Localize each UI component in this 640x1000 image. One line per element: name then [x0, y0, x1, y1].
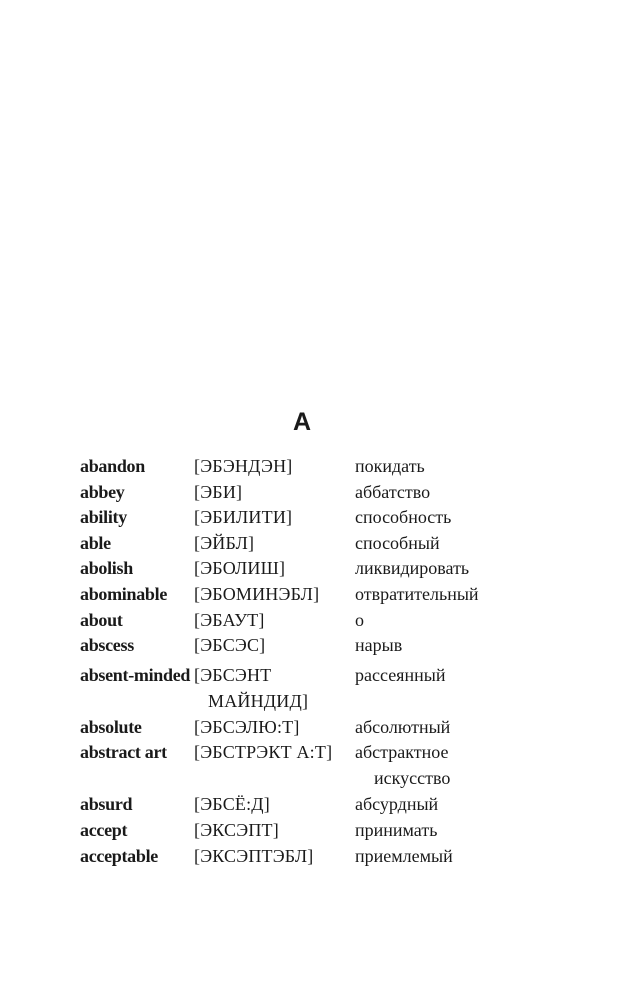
entry-translation: принимать [355, 819, 438, 840]
section-letter-heading: A [292, 408, 312, 436]
entry-row [80, 607, 600, 633]
entry-translation: приемлемый [355, 845, 453, 866]
entry-term: about [80, 609, 123, 630]
entry-row [80, 817, 600, 843]
entry-translation: аббатство [355, 481, 431, 502]
entry-term: abscess [80, 635, 134, 656]
entry-pronunciation: [ЭБИ] [194, 481, 243, 502]
entry-translation: отвратительный [355, 583, 479, 604]
entry-pronunciation: [ЭБОЛИШ] [194, 558, 286, 579]
entry-pronunciation: [ЭБСЭЛЮ:Т] [194, 716, 300, 737]
entry-term: absolute [80, 716, 142, 737]
entry-translation: о [355, 609, 364, 630]
entry-row [80, 530, 600, 556]
entry-row [80, 662, 600, 714]
entry-pronunciation: [ЭБСЭС] [194, 635, 266, 656]
entry-translation: нарыв [355, 635, 403, 656]
entry-translation: абсолютный [355, 716, 451, 737]
entry-pronunciation: [ЭКСЭПТ] [194, 819, 279, 840]
entry-translation: рассеянный [355, 664, 446, 685]
entry-row [80, 479, 600, 505]
entry-term: acceptable [80, 845, 158, 866]
entry-translation: способность [355, 507, 452, 528]
entry-row [80, 843, 600, 869]
entry-translation: абстрактное [355, 742, 449, 763]
entry-term: absurd [80, 794, 133, 815]
entry-row [80, 632, 600, 658]
entry-translation: способный [355, 532, 440, 553]
entry-term: abolish [80, 558, 133, 579]
entry-term: accept [80, 819, 128, 840]
entry-pronunciation: [ЭБСТРЭКТ А:Т] [194, 742, 333, 763]
entry-pronunciation: [ЭКСЭПТЭБЛ] [194, 845, 314, 866]
entry-pronunciation: [ЭБСЁ:Д] [194, 794, 270, 815]
entry-term: able [80, 532, 111, 553]
entry-row [80, 555, 600, 581]
entry-term: abbey [80, 481, 125, 502]
entry-pronunciation: [ЭБСЭНТ [194, 664, 272, 685]
entry-translation: абсурдный [355, 794, 439, 815]
entry-term: absent-minded [80, 664, 191, 685]
entry-term: abandon [80, 456, 145, 476]
entry-row [80, 581, 600, 607]
entry-term: ability [80, 507, 127, 528]
entry-pronunciation: [ЭЙБЛ] [194, 532, 255, 553]
entry-translation: ликвидировать [355, 558, 470, 579]
entry-row [80, 714, 600, 740]
entry-row [80, 791, 600, 817]
entry-pronunciation: [ЭБИЛИТИ] [194, 507, 293, 528]
entry-translation-continued: искусство [374, 768, 451, 789]
entry-translation: покидать [355, 456, 425, 476]
entry-term: abstract art [80, 742, 167, 763]
entry-row [80, 504, 600, 530]
entry-row [80, 739, 600, 791]
entry-pronunciation: [ЭБЭНДЭН] [194, 456, 293, 476]
entry-term: abominable [80, 583, 168, 604]
entry-pronunciation-continued: МАЙНДИД] [208, 690, 309, 711]
entry-pronunciation: [ЭБОМИНЭБЛ] [194, 583, 320, 604]
entry-row [80, 453, 600, 479]
entry-list [80, 453, 600, 868]
entry-pronunciation: [ЭБАУТ] [194, 609, 265, 630]
